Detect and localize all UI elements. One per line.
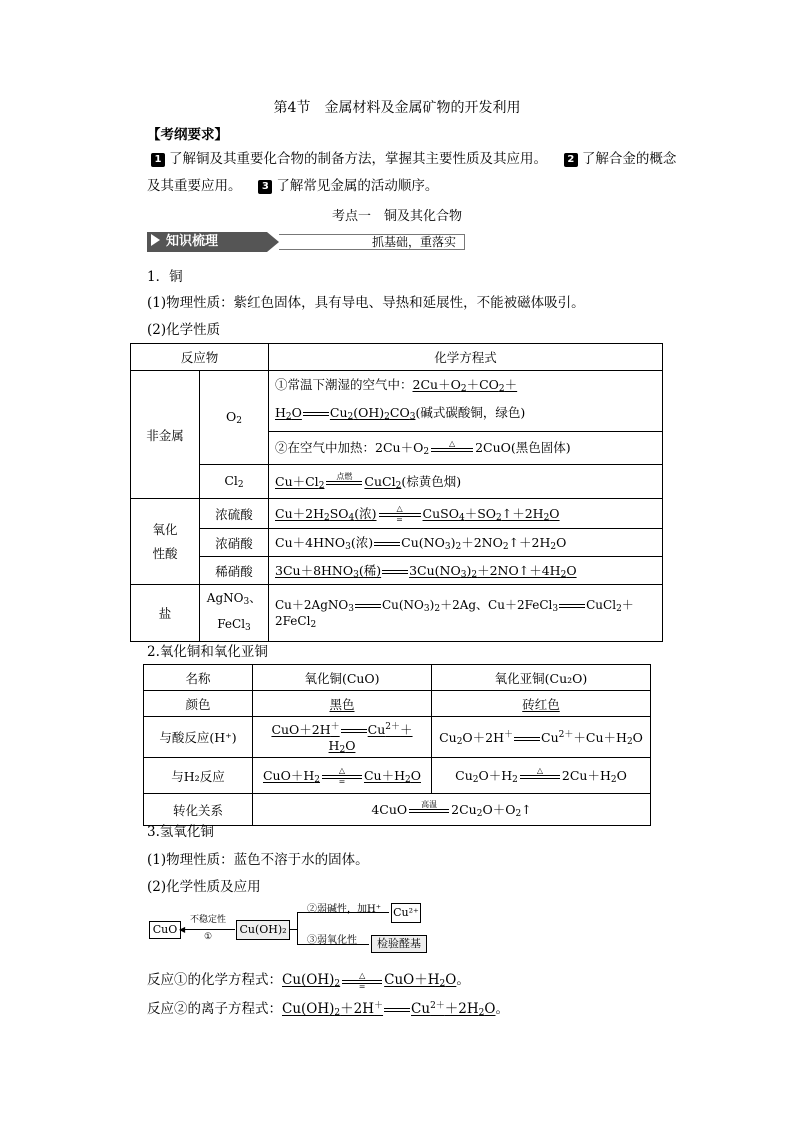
banner-subtitle: 抓基础，重落实 xyxy=(279,234,465,250)
subsection-heading: 3.氢氧化铜 xyxy=(147,824,214,840)
table-cell: $CuO+H_2$ △ = $Cu+H_2O$ xyxy=(253,758,432,794)
condition: △ xyxy=(338,766,346,776)
chevron-right-icon xyxy=(267,232,279,252)
color-value: 黑色 xyxy=(329,696,355,712)
requirement-item: 了解合金的概念及其重要应用。 xyxy=(147,151,677,194)
condition: △ xyxy=(536,766,543,776)
table-cell: 非金属 xyxy=(131,371,200,499)
arrow-left-icon xyxy=(181,929,235,930)
table-header: 氧化亚铜(Cu₂O) xyxy=(432,665,651,691)
condition-arrow: △ = xyxy=(322,767,362,785)
table-cell: 与酸反应(H⁺) xyxy=(144,717,253,758)
table-cell: 颜色 xyxy=(144,691,253,717)
table-cell: 浓硫酸 xyxy=(200,499,269,529)
condition-arrow xyxy=(409,801,449,819)
table-header: 化学方程式 xyxy=(269,344,663,371)
table-header: 名称 xyxy=(144,665,253,691)
play-icon xyxy=(151,234,160,246)
eq-label: ②在空气中加热： xyxy=(275,440,376,456)
condition: △ xyxy=(359,970,366,980)
connector-line xyxy=(297,912,298,944)
condition-arrow xyxy=(326,473,362,491)
number-badge: 2 xyxy=(564,153,578,167)
page-title: 第4节 金属材料及金属矿物的开发利用 xyxy=(273,100,521,116)
table-cell: $O_2$ xyxy=(200,371,269,465)
table-cell xyxy=(432,691,651,717)
color-value: 砖红色 xyxy=(522,696,560,712)
condition-arrow: △ = xyxy=(342,972,382,990)
equation-line: 反应②的离子方程式：$Cu(OH)_2+2H^+$ $Cu^{2+}+2H_2O$。 xyxy=(147,1001,509,1018)
table-cell xyxy=(131,499,200,585)
table-cell: 转化关系 xyxy=(144,794,253,826)
table-header: 氧化铜(CuO) xyxy=(253,665,432,691)
section-heading: 考点一 铜及其化合物 xyxy=(331,209,462,224)
eq-label: 反应②的离子方程式： xyxy=(147,1001,282,1017)
copy-reactions-table xyxy=(130,343,663,642)
knowledge-banner xyxy=(147,232,465,252)
table-header: 反应物 xyxy=(131,344,269,371)
number-badge: 1 xyxy=(151,153,165,167)
table-cell: 4CuO 高温 $2Cu_2O+O_2↑$ xyxy=(253,794,651,826)
cu-oh2-diagram xyxy=(147,900,427,952)
table-cell: AgNO$_3$、 FeCl$_3$ xyxy=(200,585,269,642)
paragraph: (1)物理性质：紫红色固体，具有导电、导热和延展性，不能被磁体吸引。 xyxy=(147,295,585,311)
condition-arrow: △ = xyxy=(379,505,421,523)
requirement-item: 了解常见金属的活动顺序。 xyxy=(276,178,439,194)
eq-label: 反应①的化学方程式： xyxy=(147,972,282,988)
table-cell: 稀硝酸 xyxy=(200,557,269,585)
table-cell: ①常温下潮湿的空气中：$2Cu+O_2+CO_2+$ $H_2O$ $Cu_2(OH)_2CO_3$(碱式碳酸铜，绿色) xyxy=(269,371,663,432)
table-cell: $Cu_2O+2H^+$ $Cu^{2+}+Cu+H_2O$ xyxy=(432,717,651,758)
condition: △ xyxy=(449,438,456,448)
arrow-label: ②弱碱性，加H⁺ xyxy=(307,904,381,915)
cu2-box: Cu²⁺ xyxy=(391,903,421,923)
eq-note: (碱式碳酸铜，绿色) xyxy=(415,405,526,420)
cuoh2-box: Cu(OH)₂ xyxy=(236,920,290,940)
eq-label: ①常温下潮湿的空气中： xyxy=(275,377,413,392)
requirement-item: 了解铜及其重要化合物的制备方法，掌握其主要性质及其应用。 xyxy=(169,151,547,167)
condition: △ xyxy=(396,504,403,514)
table-cell: $Cu+2H_2SO_4$(浓) △ = $CuSO_4+SO_2↑+2H_2O$ xyxy=(269,499,663,529)
eq-note: (黑色固体) xyxy=(510,440,571,456)
connector-line xyxy=(289,929,297,930)
eq-note: (棕黄色烟) xyxy=(401,473,462,489)
aldehyde-test-box: 检验醛基 xyxy=(371,935,427,953)
copper-oxides-table xyxy=(143,664,651,826)
paragraph: (1)物理性质：蓝色不溶于水的固体。 xyxy=(147,852,369,868)
requirements-text xyxy=(147,146,687,200)
subsection-heading: 1．铜 xyxy=(147,269,183,285)
condition: 点燃 xyxy=(336,472,353,482)
condition: 高温 xyxy=(421,800,438,810)
table-cell: $Cu+Cl_2$ 点燃 CuCl$_2$(棕黄色烟) xyxy=(269,465,663,499)
subsection-heading: 2.氧化铜和氧化亚铜 xyxy=(147,644,268,660)
table-cell: ②在空气中加热：$2Cu+O_2$ △ 2CuO(黑色固体) xyxy=(269,432,663,465)
group-label: 氧化性酸 xyxy=(152,521,178,561)
arrow-label: ① xyxy=(203,932,213,942)
table-cell: $Cu_2O+H_2$ △ $2Cu+H_2O$ xyxy=(432,758,651,794)
condition-arrow xyxy=(431,440,473,458)
paragraph: (2)化学性质及应用 xyxy=(147,879,261,895)
table-cell: $Cl_2$ xyxy=(200,465,269,499)
cuo-box: CuO xyxy=(149,921,181,939)
banner-title: 知识梳理 xyxy=(166,234,219,249)
equation-line: 反应①的化学方程式：$Cu(OH)_2$ △ = $CuO+H_2O$。 xyxy=(147,970,470,991)
arrow-label: ③弱氧化性 xyxy=(307,935,357,946)
table-cell: 浓硝酸 xyxy=(200,529,269,557)
arrow-label: 不稳定性 xyxy=(189,915,226,925)
table-cell xyxy=(253,691,432,717)
number-badge: 3 xyxy=(258,180,272,194)
table-cell: Cu＋2AgNO$_3$ $Cu(NO_3)_2+2Ag$、Cu＋2FeCl$_3$ CuCl$_2$＋2FeCl$_2$ xyxy=(269,585,663,642)
arrowhead-icon: ◀ xyxy=(179,925,186,934)
paragraph: (2)化学性质 xyxy=(147,322,221,338)
table-cell: 盐 xyxy=(131,585,200,642)
table-cell: CuO＋2H＋ $Cu^{2+}+H_2O$ xyxy=(253,717,432,758)
condition-arrow xyxy=(520,767,560,785)
table-cell: $3Cu+8HNO_3$(稀) $3Cu(NO_3)_2+2NO↑+4H_2O$ xyxy=(269,557,663,585)
requirements-heading: 【考纲要求】 xyxy=(147,127,228,143)
table-cell: 与H₂反应 xyxy=(144,758,253,794)
table-cell: $Cu+4HNO_3$(浓) $Cu(NO_3)_2+2NO_2↑+2H_2O$ xyxy=(269,529,663,557)
